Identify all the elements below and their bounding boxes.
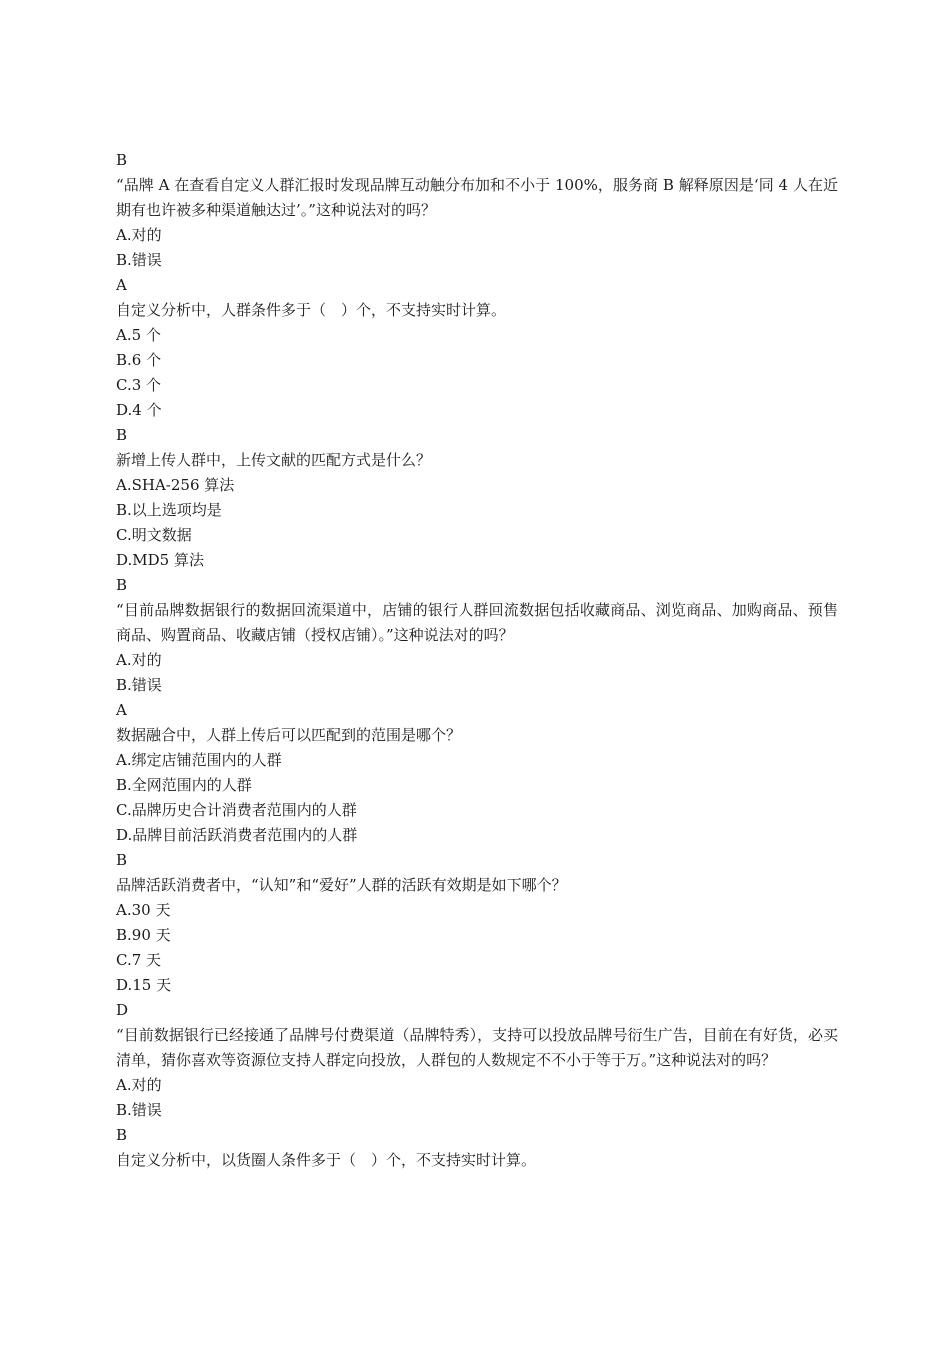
option-line: A.对的 bbox=[116, 1076, 162, 1094]
option-line: B.错误 bbox=[116, 251, 162, 269]
answer-line: B bbox=[116, 426, 128, 444]
question-text: 数据融合中，人群上传后可以匹配到的范围是哪个？ bbox=[116, 726, 462, 744]
option-line: C.7 天 bbox=[116, 951, 162, 969]
option-line: A.对的 bbox=[116, 651, 162, 669]
answer-line: B bbox=[116, 151, 128, 169]
question-text: “品牌 A 在查看自定义人群汇报时发现品牌互动触分布加和不小于 100%，服务商 B 解释原因是‘同 4 人在近期有也许被多种渠道触达过’。”这种说法对的吗？ bbox=[116, 176, 838, 219]
option-line: A.5 个 bbox=[116, 326, 161, 344]
option-line: A.SHA-256 算法 bbox=[116, 476, 235, 494]
question-text: “目前品牌数据银行的数据回流渠道中，店铺的银行人群回流数据包括收藏商品、浏览商品、加购商品、预售商品、购置商品、收藏店铺（授权店铺）。”这种说法对的吗？ bbox=[116, 601, 838, 644]
answer-line: B bbox=[116, 576, 128, 594]
option-line: B.以上选项均是 bbox=[116, 501, 222, 519]
question-text: 自定义分析中，人群条件多于（ ）个，不支持实时计算。 bbox=[116, 301, 507, 319]
option-line: B.6 个 bbox=[116, 351, 162, 369]
option-line: A.对的 bbox=[116, 226, 162, 244]
option-line: B.错误 bbox=[116, 676, 162, 694]
option-line: B.90 天 bbox=[116, 926, 171, 944]
option-line: D.15 天 bbox=[116, 976, 172, 994]
question-text: 新增上传人群中，上传文献的匹配方式是什么？ bbox=[116, 451, 432, 469]
answer-line: B bbox=[116, 851, 128, 869]
option-line: B.全网范围内的人群 bbox=[116, 776, 252, 794]
answer-line: D bbox=[116, 1001, 129, 1019]
answer-line: B bbox=[116, 1126, 128, 1144]
option-line: A.30 天 bbox=[116, 901, 171, 919]
option-line: A.绑定店铺范围内的人群 bbox=[116, 751, 282, 769]
document-page bbox=[116, 148, 838, 1173]
question-text: 自定义分析中，以货圈人条件多于（ ）个，不支持实时计算。 bbox=[116, 1151, 537, 1169]
question-text: 品牌活跃消费者中，“认知”和“爱好”人群的活跃有效期是如下哪个？ bbox=[116, 876, 567, 894]
answer-line: A bbox=[116, 701, 127, 719]
option-line: C.明文数据 bbox=[116, 526, 192, 544]
option-line: C.3 个 bbox=[116, 376, 162, 394]
question-text: “目前数据银行已经接通了品牌号付费渠道（品牌特秀），支持可以投放品牌号衍生广告，目前在有好货，必买清单，猜你喜欢等资源位支持人群定向投放，人群包的人数规定不不小于等于万。”这种说法对的吗？ bbox=[116, 1026, 838, 1069]
option-line: D.4 个 bbox=[116, 401, 162, 419]
option-line: B.错误 bbox=[116, 1101, 162, 1119]
option-line: D.品牌目前活跃消费者范围内的人群 bbox=[116, 826, 358, 844]
option-line: D.MD5 算法 bbox=[116, 551, 204, 569]
answer-line: A bbox=[116, 276, 127, 294]
option-line: C.品牌历史合计消费者范围内的人群 bbox=[116, 801, 357, 819]
